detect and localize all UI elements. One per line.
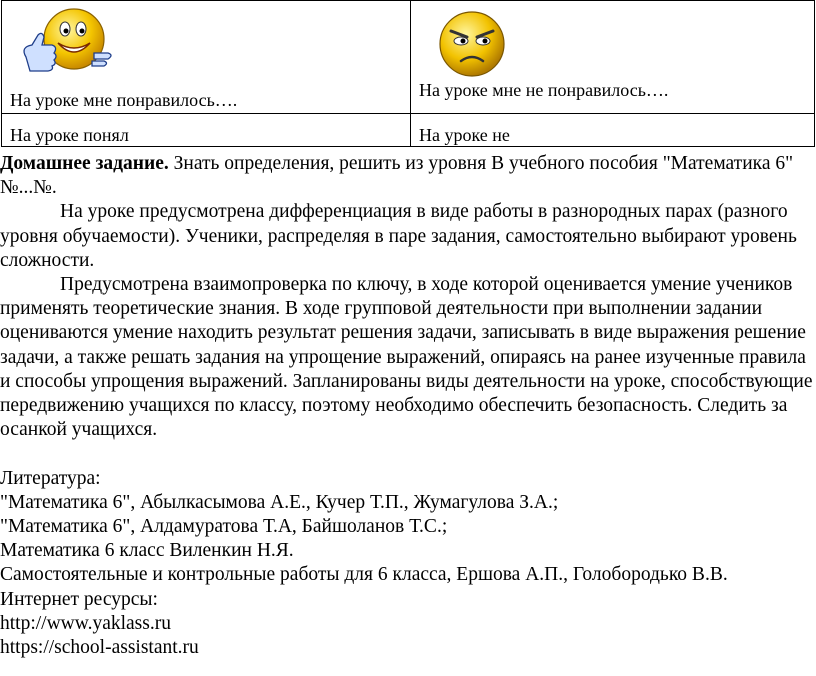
- paragraph-peer-review: Предусмотрена взаимопроверка по ключу, в ходе которой оценивается умение учеников применять теоретические знания. В ходе групповой деятельности при выполнении задании оцениваются умение находить результат решения задачи, записывать в виде выражения решение задачи, а также решать задания на упрощение выражений, опираясь на ранее изученные правила и способы упрощения выражений. Запланированы виды деятельности на уроке, способствующие передвижению учащихся по классу, поэтому необходимо обеспечить безопасность. Следить за осанкой учащихся.: [0, 274, 813, 441]
- link-yaklass: http://www.yaklass.ru: [0, 612, 171, 634]
- paragraph-differentiation: На уроке предусмотрена дифференциация в виде работы в разнородных парах (разного уровня обучаемости). Ученики, распределяя в паре задания, самостоятельно выбирают уровень сложности.: [0, 201, 797, 271]
- homework-paragraph: [0, 152, 816, 200]
- smiley-thumbs-up-icon: [18, 5, 114, 81]
- reflection-table: [1, 0, 815, 147]
- cell-disliked-text: На уроке мне не понравилось….: [419, 80, 669, 100]
- literature-item: Математика 6 класс Виленкин Н.Я.: [0, 540, 294, 562]
- homework-label: Домашнее задание.: [0, 153, 169, 174]
- cell-understood-text: На уроке понял: [10, 125, 129, 145]
- cell-understood: [2, 114, 411, 147]
- frowning-smiley-icon: [437, 9, 507, 79]
- literature-heading: Литература:: [0, 467, 101, 489]
- literature-item: Самостоятельные и контрольные работы для 6 класса, Ершова А.П., Голобородько В.В.: [0, 564, 728, 586]
- blank-line: [0, 442, 816, 466]
- literature-item: "Математика 6", Алдамуратова Т.А, Байшоланов Т.С.;: [0, 516, 448, 538]
- cell-liked: [2, 1, 411, 114]
- cell-not-understood-text: На уроке не: [419, 125, 510, 145]
- cell-liked-text: На уроке мне понравилось….: [10, 90, 238, 110]
- document-body: [0, 152, 816, 660]
- link-school-assistant: https://school-assistant.ru: [0, 637, 199, 659]
- internet-heading: Интернет ресурсы:: [0, 588, 158, 610]
- literature-item: "Математика 6", Абылкасымова А.Е., Кучер Т.П., Жумагулова З.А.;: [0, 491, 559, 513]
- cell-not-understood: [411, 114, 815, 147]
- cell-disliked: [411, 1, 815, 114]
- homework-text: Знать определения, решить из уровня В учебного пособия "Математика 6" №...№.: [0, 153, 794, 199]
